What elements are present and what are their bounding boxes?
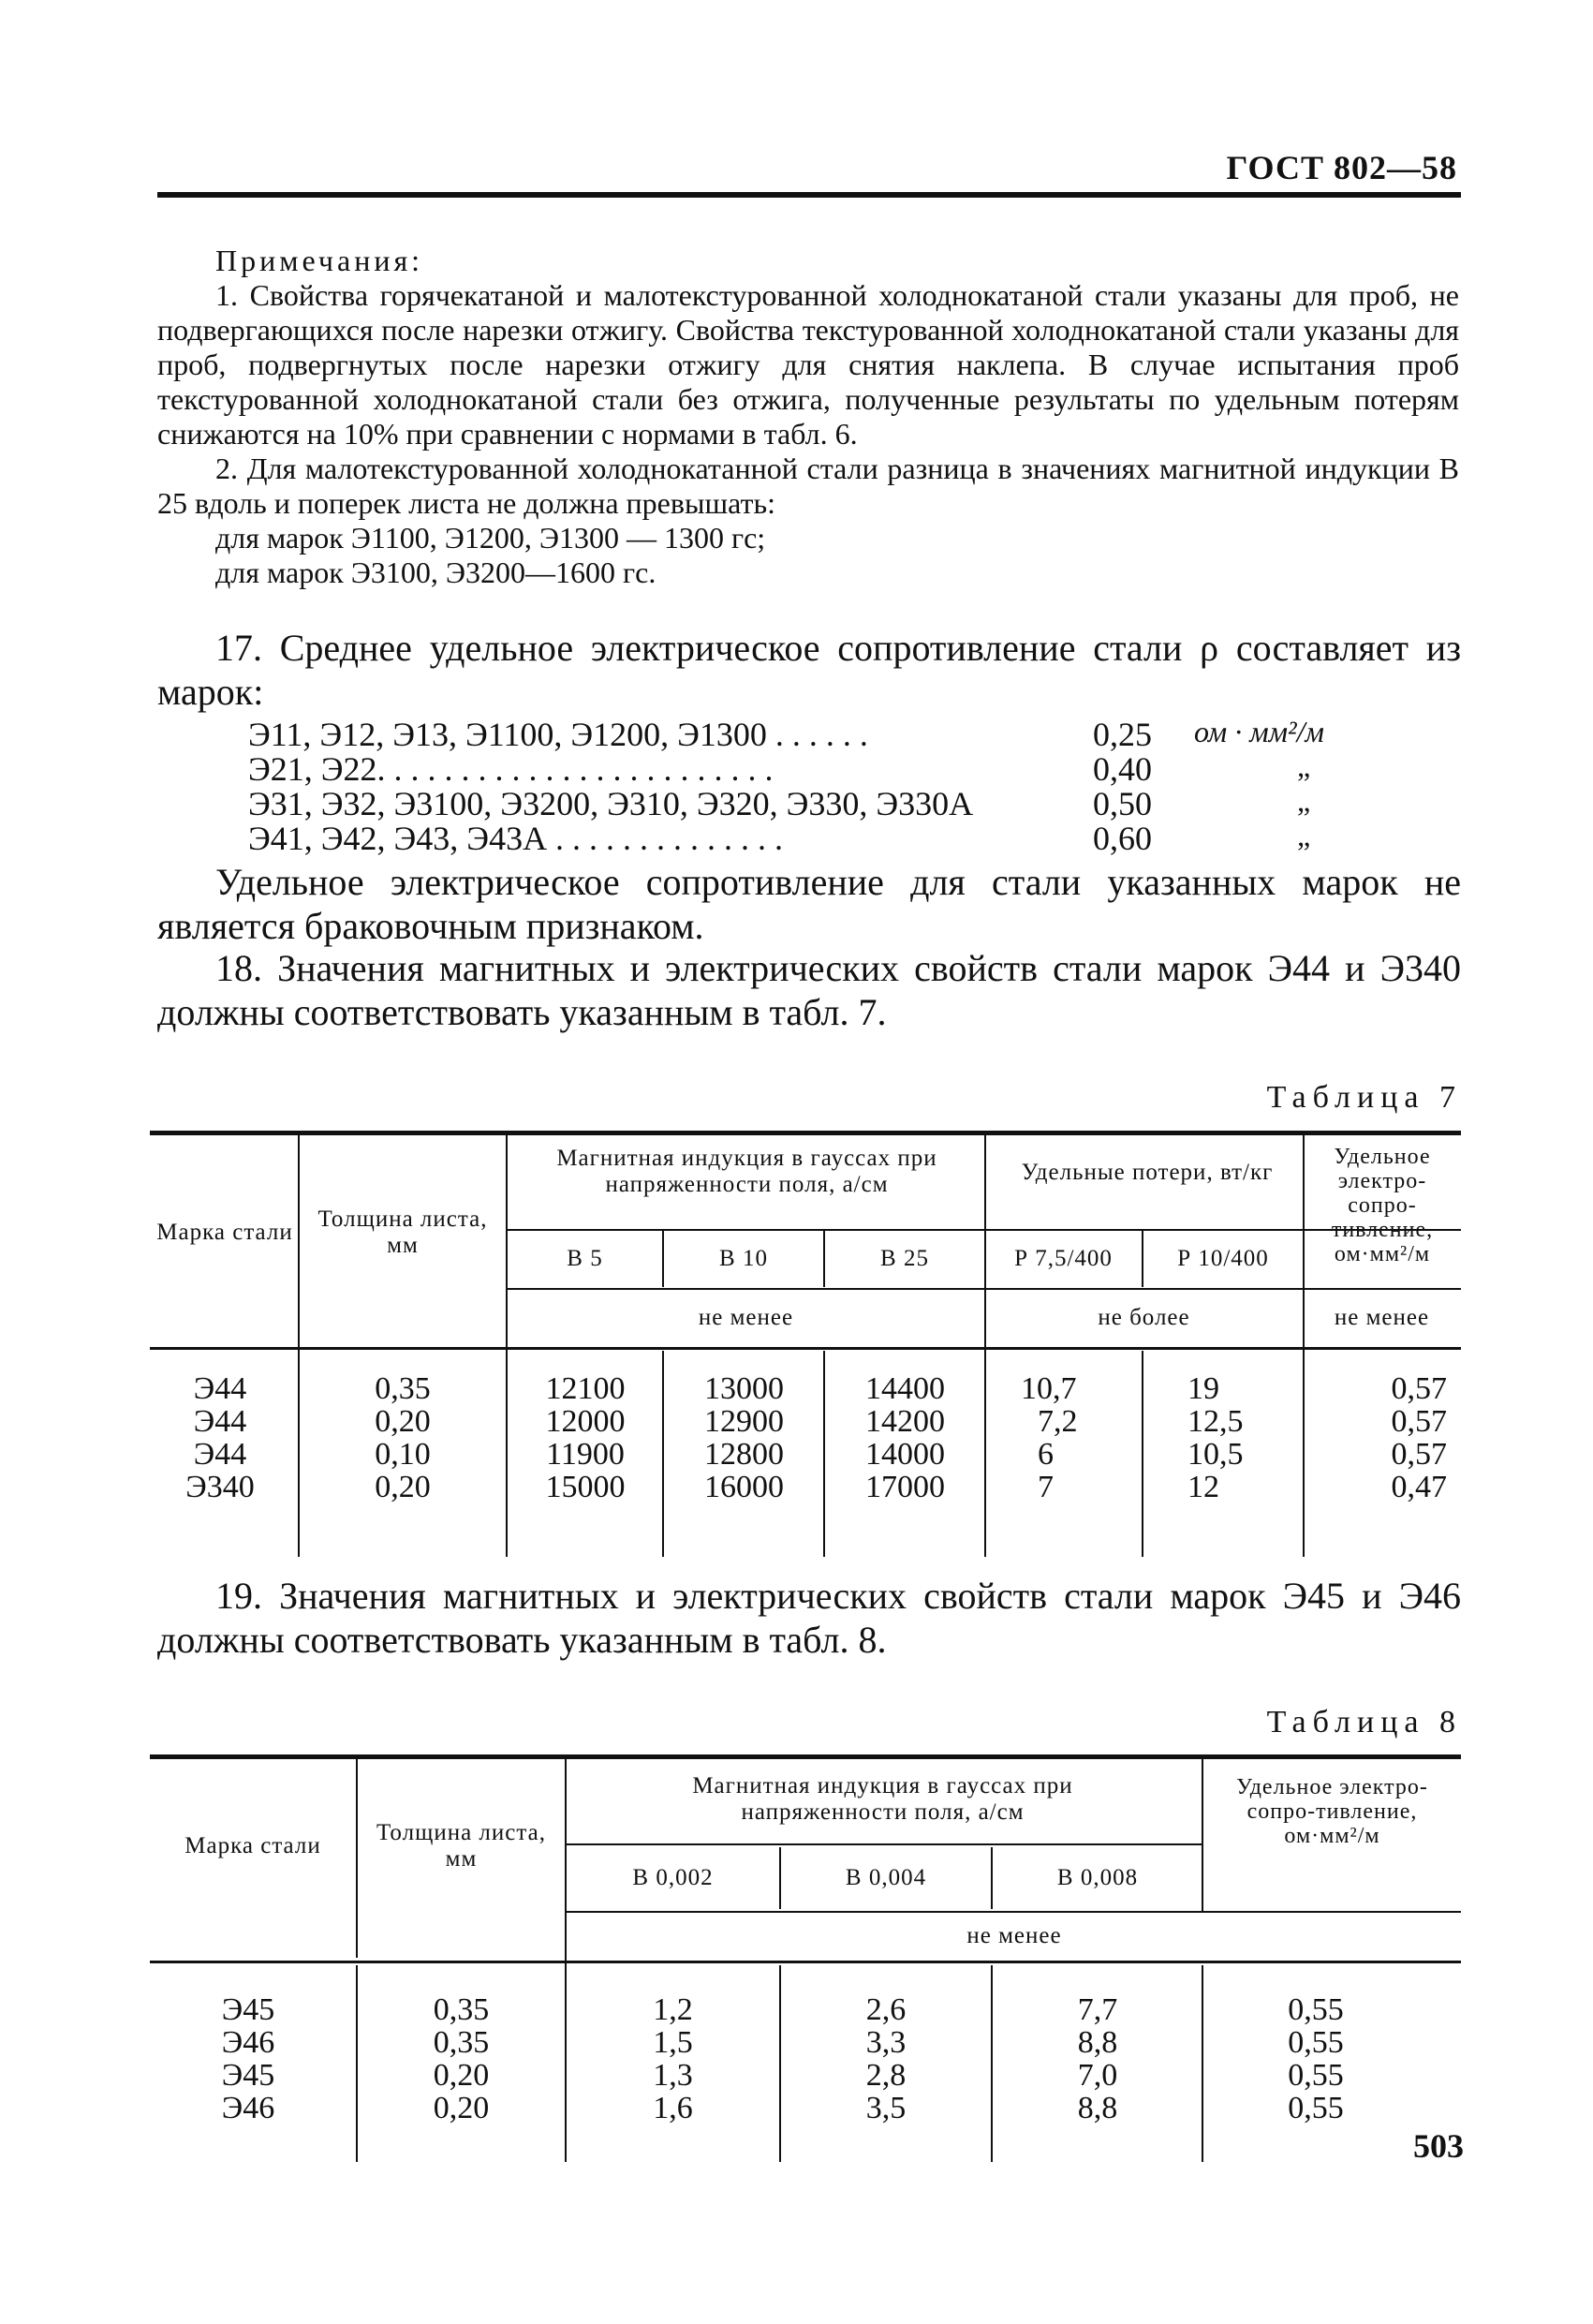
ditto-mark: „ (1297, 784, 1311, 818)
resistance-unit: ом · мм²/м (1194, 715, 1324, 748)
notes-title: Примечания: (215, 244, 424, 277)
cell-resistance: 0,57 (1391, 1404, 1447, 1439)
cell-b0004: 3,3 (865, 2025, 907, 2060)
cell-resistance: 0,55 (1288, 2025, 1344, 2060)
table-8-caption: Таблица 8 (1266, 1705, 1462, 1739)
col-header-losses: Удельные потери, вт/кг (1021, 1160, 1274, 1185)
cell-b5: 12000 (545, 1404, 626, 1439)
ditto-mark: „ (1297, 749, 1311, 783)
limit-label: не менее (966, 1923, 1062, 1948)
cell-thickness: 0,10 (375, 1437, 431, 1472)
col-header-resistance: Удельное электро-сопро-тивление, ом·мм²/м (1331, 1145, 1434, 1266)
table-rule (150, 1754, 1461, 1759)
cell-resistance: 0,55 (1288, 2058, 1344, 2093)
cell-b5: 12100 (545, 1371, 626, 1406)
cell-b10: 12900 (704, 1404, 784, 1439)
table-rule (991, 1847, 993, 1909)
col-header-induction: Магнитная индукция в гауссах при напряженности поля, а/см (556, 1146, 937, 1197)
resistance-value: 0,40 (1093, 750, 1152, 788)
cell-b0002: 1,6 (653, 2091, 693, 2125)
cell-p10: 19 (1187, 1371, 1219, 1406)
cell-thickness: 0,35 (433, 2025, 490, 2060)
cell-mark: Э46 (221, 2091, 275, 2125)
cell-b5: 11900 (546, 1437, 625, 1472)
table-rule (567, 1911, 1461, 1913)
cell-resistance: 0,57 (1391, 1437, 1447, 1472)
table-rule (356, 1759, 358, 1958)
sub-header: В 10 (719, 1246, 768, 1271)
cell-p10: 12,5 (1187, 1404, 1244, 1439)
cell-resistance: 0,57 (1391, 1371, 1447, 1406)
col-header-induction: Магнитная индукция в гауссах при напряженности поля, а/см (692, 1773, 1073, 1825)
resistance-value: 0,60 (1093, 820, 1152, 857)
cell-b10: 12800 (704, 1437, 784, 1472)
sub-header: В 0,004 (845, 1865, 927, 1890)
cell-mark: Э46 (221, 2025, 275, 2060)
cell-thickness: 0,20 (433, 2058, 490, 2093)
cell-b25: 14000 (865, 1437, 945, 1472)
cell-p10: 12 (1187, 1470, 1219, 1504)
resistance-marks: Э21, Э22. . . . . . . . . . . . . . . . . . . . . . . . (248, 750, 774, 788)
table-rule (1142, 1351, 1143, 1557)
table-rule (150, 1961, 1461, 1963)
col-header-mark: Марка стали (156, 1220, 293, 1245)
table-7-caption: Таблица 7 (1266, 1080, 1462, 1115)
resistance-marks: Э41, Э42, Э43, Э43А . . . . . . . . . . . . . . (248, 820, 784, 857)
resistance-row (248, 749, 1372, 788)
standard-header: ГОСТ 802—58 (1226, 149, 1457, 186)
sub-header: Р 7,5/400 (1014, 1246, 1113, 1271)
table-rule (1202, 1759, 1203, 1911)
cell-b0008: 7,0 (1077, 2058, 1118, 2093)
cell-b10: 16000 (704, 1470, 784, 1504)
table-rule (991, 1965, 993, 2162)
cell-p7: 10,7 (1021, 1371, 1077, 1406)
sub-header: В 25 (880, 1246, 929, 1271)
resistance-value: 0,50 (1093, 785, 1152, 822)
cell-thickness: 0,20 (433, 2091, 490, 2125)
limit-label: не более (1098, 1305, 1190, 1330)
table-rule (1303, 1135, 1305, 1557)
note-2-line-1: для марок Э1100, Э1200, Э1300 — 1300 гс; (215, 521, 766, 555)
cell-p7: 6 (1038, 1437, 1054, 1472)
cell-mark: Э44 (193, 1371, 247, 1406)
col-header-resistance: Удельное электро-сопро-тивление, ом·мм²/м (1236, 1775, 1428, 1848)
resistance-row (248, 784, 1372, 820)
cell-b0004: 2,8 (865, 2058, 907, 2093)
resistance-row (248, 715, 1372, 753)
limit-label: не менее (698, 1305, 794, 1330)
table-rule (567, 1843, 1202, 1845)
table-rule (662, 1351, 664, 1557)
cell-thickness: 0,35 (433, 1992, 490, 2027)
cell-b25: 14200 (865, 1404, 945, 1439)
resistance-marks: Э11, Э12, Э13, Э1100, Э1200, Э1300 . . . . . . (248, 716, 868, 753)
cell-b0008: 8,8 (1077, 2025, 1118, 2060)
table-rule (150, 1347, 1461, 1350)
resistance-row (248, 819, 1372, 857)
ditto-mark: „ (1297, 819, 1311, 852)
cell-b0004: 3,5 (865, 2091, 907, 2125)
cell-mark: Э340 (185, 1470, 255, 1504)
cell-mark: Э44 (193, 1437, 247, 1472)
limit-label: не менее (1334, 1305, 1430, 1330)
page-number: 503 (1413, 2127, 1464, 2165)
notes-block (157, 244, 1459, 590)
cell-b5: 15000 (545, 1470, 626, 1504)
cell-p10: 10,5 (1187, 1437, 1244, 1472)
cell-b0002: 1,3 (653, 2058, 693, 2093)
cell-p7: 7,2 (1038, 1404, 1078, 1439)
table-rule (823, 1351, 825, 1557)
table-rule (779, 1965, 781, 2162)
section-17-intro: 17. Среднее удельное электрическое сопротивление стали ρ составляет из марок: (157, 627, 1461, 713)
col-header-thickness: Толщина листа, мм (376, 1820, 546, 1872)
cell-resistance: 0,55 (1288, 2091, 1344, 2125)
header-rule (157, 192, 1461, 198)
note-1: 1. Свойства горячекатаной и малотекстурованной холоднокатаной стали указаны для проб, не подвергающихся после нарезки отжигу. Свойства текстурованной холоднокатаной стали указаны для проб, подвергнутых после нарезки отжигу для снятия наклепа. В случае испытания проб текстурованной холоднокатаной стали без отжига, полученные результаты по удельным потерям снижаются на 10% при сравнении с нормами в табл. 6. (157, 278, 1459, 451)
sub-header: В 0,008 (1056, 1865, 1139, 1890)
table-rule (662, 1231, 664, 1287)
cell-b25: 14400 (865, 1371, 945, 1406)
table-rule (779, 1847, 781, 1909)
table-rule (1142, 1231, 1143, 1287)
sub-header: Р 10/400 (1177, 1246, 1269, 1271)
cell-thickness: 0,20 (375, 1404, 431, 1439)
table-rule (1202, 1965, 1203, 2162)
cell-b0008: 7,7 (1077, 1992, 1118, 2027)
resistance-marks: Э31, Э32, Э3100, Э3200, Э310, Э320, Э330, Э330А (248, 785, 974, 822)
cell-b0004: 2,6 (865, 1992, 907, 2027)
note-2: 2. Для малотекстурованной холоднокатанной стали разница в значениях магнитной индукции В 25 вдоль и поперек листа не должна превышать: (157, 451, 1459, 520)
cell-b25: 17000 (865, 1470, 945, 1504)
table-rule (823, 1231, 825, 1287)
table-rule (506, 1135, 508, 1557)
cell-resistance: 0,55 (1288, 1992, 1344, 2027)
col-header-thickness: Толщина листа, мм (317, 1206, 488, 1258)
sub-header: В 0,002 (632, 1865, 714, 1890)
cell-mark: Э44 (193, 1404, 247, 1439)
table-rule (984, 1135, 986, 1557)
section-17-footer: Удельное электрическое сопротивление для стали указанных марок не является браковочным признаком. (157, 861, 1461, 947)
section-18-text: 18. Значения магнитных и электрических свойств стали марок Э44 и Э340 должны соответствовать указанным в табл. 7. (157, 947, 1461, 1033)
resistance-value: 0,25 (1093, 716, 1152, 753)
cell-mark: Э45 (221, 2058, 275, 2093)
cell-b10: 13000 (704, 1371, 784, 1406)
cell-thickness: 0,20 (375, 1470, 431, 1504)
note-2-line-2: для марок Э3100, Э3200—1600 гс. (215, 555, 656, 589)
col-header-mark: Марка стали (184, 1833, 321, 1858)
cell-b0008: 8,8 (1077, 2091, 1118, 2125)
table-rule (356, 1965, 358, 2162)
table-rule (298, 1135, 300, 1557)
cell-thickness: 0,35 (375, 1371, 431, 1406)
section-19-text: 19. Значения магнитных и электрических свойств стали марок Э45 и Э46 должны соответствовать указанным в табл. 8. (157, 1575, 1461, 1661)
cell-b0002: 1,5 (653, 2025, 693, 2060)
cell-b0002: 1,2 (653, 1992, 693, 2027)
sub-header: В 5 (567, 1246, 603, 1271)
cell-p7: 7 (1038, 1470, 1054, 1504)
cell-mark: Э45 (221, 1992, 275, 2027)
cell-resistance: 0,47 (1391, 1470, 1447, 1504)
table-rule (150, 1131, 1461, 1135)
table-rule (565, 1759, 567, 2162)
